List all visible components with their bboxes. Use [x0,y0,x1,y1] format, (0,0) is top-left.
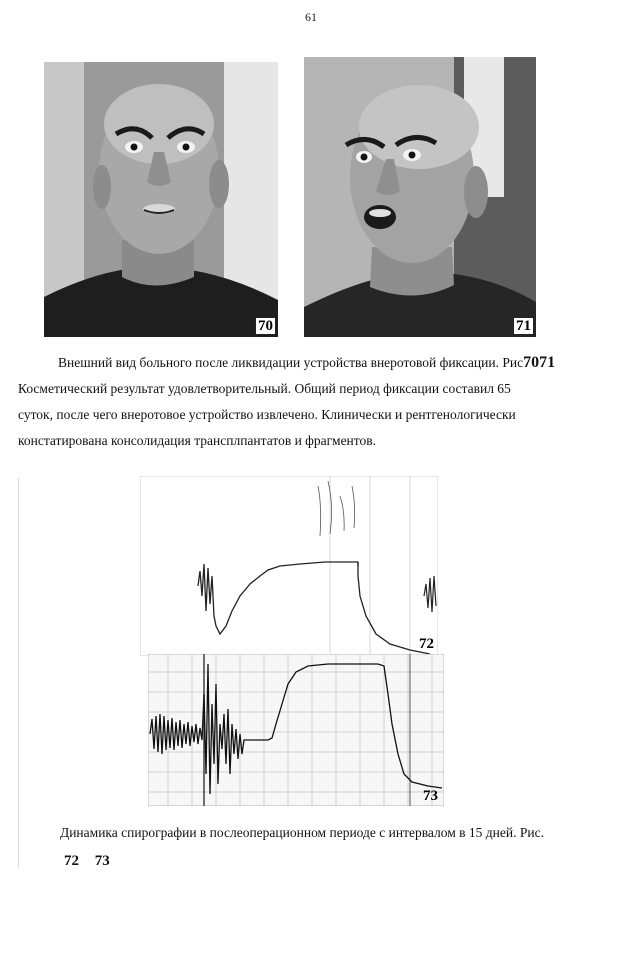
paragraph-line-2: Косметический результат удовлетворительный. Общий период фиксации составил 65 [18,381,511,396]
body-paragraph [18,350,608,454]
spirogram-73 [148,654,444,806]
figure-caption: Динамика спирографии в послеоперационном периоде с интервалом в 15 дней. Рис. [60,825,544,840]
patient-photo-front [44,62,278,337]
scan-margin-line [18,478,19,868]
caption-figure-refs [64,853,122,870]
patient-open-mouth-illustration [304,57,536,337]
patient-front-illustration [44,62,278,337]
spirogram-72 [140,476,438,656]
figure-refs-70-71: 7071 [523,354,556,371]
paragraph-line-1: Внешний вид больного после ликвидации устройства внеротовой фиксации. Рис7071 [58,354,556,371]
page-number: 61 [305,10,317,24]
paragraph-line-3: суток, после чего внеротовое устройство извлечено. Клинически и рентгенологически [18,407,516,422]
figure-label-71: 71 [513,317,534,335]
figure-label-72: 72 [419,636,434,652]
caption-ref-73: 73 [94,853,110,869]
figure-label-73: 73 [423,788,438,804]
spirogram-72-trace [140,476,438,656]
figure-label-70: 70 [255,317,276,335]
caption-ref-72: 72 [64,853,79,869]
paragraph-line-4: констатирована консолидация трансплпантатов и фрагментов. [18,433,377,448]
spirogram-73-trace [148,654,444,806]
patient-photo-open-mouth [304,57,536,337]
